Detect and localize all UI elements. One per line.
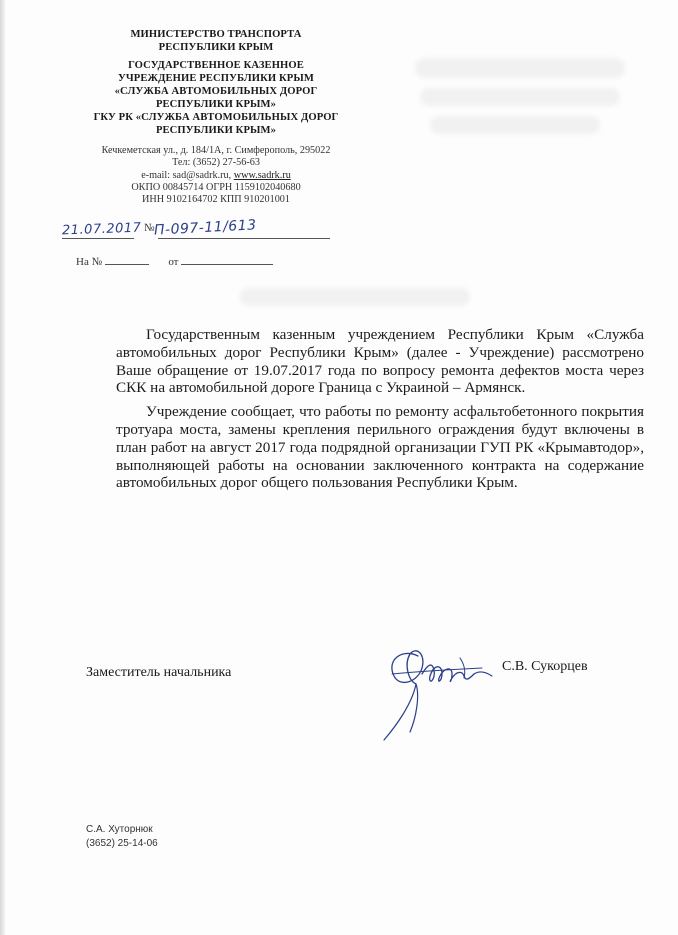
number-underline: [158, 238, 330, 239]
redacted-recipient-2: [420, 88, 620, 106]
handwritten-signature: [372, 634, 502, 746]
ministry-line-1: МИНИСТЕРСТВО ТРАНСПОРТА: [130, 29, 302, 40]
number-label: №: [144, 222, 155, 234]
redacted-recipient-3: [430, 116, 600, 134]
ref-date-blank: [181, 254, 273, 265]
body-paragraph-1: Государственным казенным учреждением Республики Крым «Служба автомобильных дорог Республики Крым» (далее - Учреждение) рассмотрено Ваше обращение от 19.07.2017 года по вопросу ремонта дефектов моста через СКК на автомобильной дороге Граница с Украиной – Армянск.: [116, 326, 644, 397]
institution-line-4: РЕСПУБЛИКИ КРЫМ»: [155, 99, 277, 110]
outgoing-date: 21.07.2017: [61, 220, 142, 239]
letterhead: [70, 28, 362, 206]
inn-kpp: ИНН 9102164702 КПП 910201001: [141, 194, 290, 206]
signatory-position: Заместитель начальника: [86, 665, 232, 680]
executor-name: С.А. Хуторнюк: [86, 824, 153, 835]
ref-number-blank: [105, 254, 149, 265]
email: e-mail: sad@sadrk.ru,: [141, 169, 234, 181]
outgoing-reg-number: П-097-11/613: [153, 217, 257, 239]
institution-line-3: «СЛУЖБА АВТОМОБИЛЬНЫХ ДОРОГ: [114, 86, 318, 97]
address: Кечкеметская ул., д. 184/1А, г. Симферополь, 295022: [101, 145, 331, 156]
institution-line-1: ГОСУДАРСТВЕННОЕ КАЗЕННОЕ: [128, 60, 304, 71]
redacted-salutation: [240, 288, 470, 306]
phone: Тел: (3652) 27-56-63: [172, 157, 260, 169]
okpo-ogrn: ОКПО 00845714 ОГРН 1159102040680: [131, 181, 301, 193]
ref-number-label: На №: [76, 256, 103, 268]
institution-line-2: УЧРЕЖДЕНИЕ РЕСПУБЛИКИ КРЫМ: [118, 73, 314, 84]
outgoing-number: [61, 217, 332, 242]
email-line: [70, 170, 362, 182]
body-paragraph-2: Учреждение сообщает, что работы по ремонту асфальтобетонного покрытия тротуара моста, замены крепления перильного ограждения будут включены в план работ на август 2017 года подрядной организации ГУП РК «Крымавтодор», выполняющей работы на основании заключенного контракта на содержание автомобильных дорог общего пользования Республики Крым.: [116, 403, 644, 492]
signatory-name: С.В. Сукорцев: [502, 659, 588, 674]
redacted-recipient-1: [415, 58, 625, 78]
contact-block: [70, 145, 362, 206]
institution-line-6: РЕСПУБЛИКИ КРЫМ»: [155, 125, 277, 136]
ministry-line-2: РЕСПУБЛИКИ КРЫМ: [158, 42, 274, 53]
institution-line-5: ГКУ РК «СЛУЖБА АВТОМОБИЛЬНЫХ ДОРОГ: [93, 112, 339, 123]
ref-date-label: от: [168, 256, 179, 268]
letter-body: [116, 326, 644, 498]
date-underline: [62, 238, 134, 239]
executor-block: [86, 823, 158, 851]
reference-line: [76, 254, 273, 268]
website-link[interactable]: www.sadrk.ru: [233, 169, 291, 181]
executor-phone: (3652) 25-14-06: [86, 838, 158, 849]
